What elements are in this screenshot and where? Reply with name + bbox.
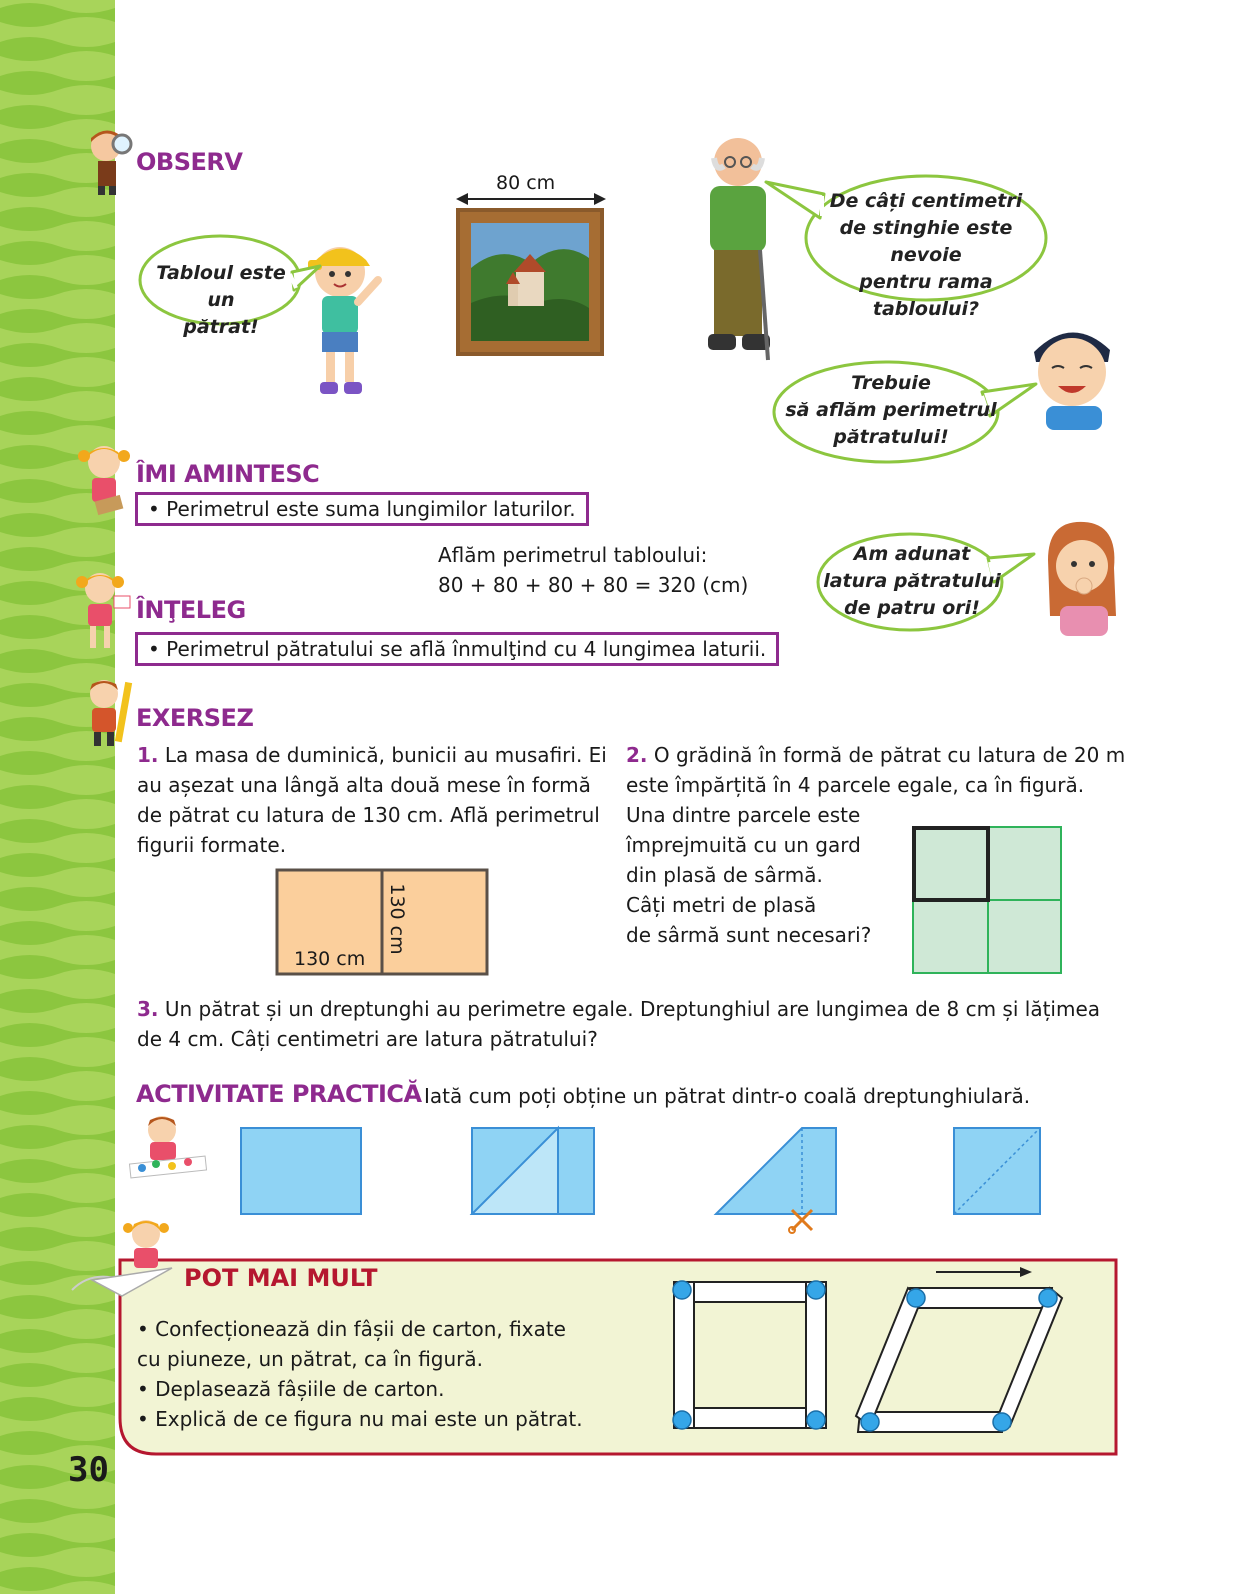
paper-plane-girl-illustration	[62, 1210, 182, 1304]
activitate-text: Iată cum poți obține un pătrat dintr-o coală dreptunghiulară.	[424, 1084, 1031, 1108]
table-bottom-label: 130 cm	[294, 948, 366, 970]
speech-bubble-square	[140, 260, 302, 341]
speech-bubble-question	[806, 188, 1046, 323]
speech-bubble-perimeter	[778, 370, 1004, 451]
castle-painting-picture	[456, 208, 604, 356]
exercise-line: este împărțită în 4 parcele egale, ca în figură.	[626, 773, 1085, 797]
exercise-line: au așezat una lângă alta două mese în formă	[137, 773, 591, 797]
exercise-line: La masa de duminică, bunicii au musafiri. Ei	[164, 743, 607, 767]
bubble-line: de patru ori!	[844, 597, 980, 619]
exercise-number: 3.	[137, 997, 159, 1021]
decorative-stripe-band	[0, 0, 115, 1594]
bubble-line: de stinghie este nevoie	[839, 217, 1013, 266]
observ-heading: OBSERV	[136, 148, 243, 176]
exercise-line: O grădină în formă de pătrat cu latura de 20 m	[653, 743, 1126, 767]
garden-plots-figure	[910, 824, 1064, 976]
cardboard-strips-figure	[664, 1266, 1068, 1446]
instruction-line: • Confecționează din fâșii de carton, fixate	[137, 1317, 566, 1341]
frame-width-label: 80 cm	[496, 172, 556, 194]
exercise-line: Câți metri de plasă	[626, 893, 817, 917]
speech-bubble-added	[820, 541, 1004, 622]
bubble-line: Am adunat	[853, 543, 971, 565]
page-number: 30	[68, 1450, 109, 1490]
exercise-line: Un pătrat și un dreptunghi au perimetre egale. Dreptunghiul are lungimea de 8 cm și lățimea	[164, 997, 1101, 1021]
pot-mai-mult-heading: POT MAI MULT	[184, 1264, 378, 1292]
exercise-1-text	[137, 740, 607, 860]
paper-folding-steps	[236, 1124, 1046, 1234]
imi-amintesc-heading: ÎMI AMINTESC	[136, 460, 320, 488]
remember-rule-box: • Perimetrul este suma lungimilor laturilor.	[135, 492, 589, 526]
frame-dimension-arrow	[456, 192, 606, 206]
exercise-line: de 4 cm. Câți centimetri are latura pătratului?	[137, 1027, 598, 1051]
bubble-line: Tabloul este un	[156, 262, 286, 311]
inteleg-heading: ÎNŢELEG	[136, 596, 246, 624]
exersez-heading: EXERSEZ	[136, 704, 254, 732]
bubble-line: latura pătratului	[823, 570, 1001, 592]
bubble-line: Trebuie	[851, 372, 931, 394]
bubble-line: tabloului?	[872, 298, 980, 320]
crafting-kid-illustration	[122, 1112, 212, 1182]
magnifier-kid-illustration	[84, 126, 134, 196]
exercise-number: 1.	[137, 743, 159, 767]
exercise-line: din plasă de sârmă.	[626, 863, 823, 887]
table-side-label: 130 cm	[386, 883, 408, 955]
bubble-line: pentru rama	[859, 271, 993, 293]
exercise-number: 2.	[626, 743, 648, 767]
understand-rule-box: • Perimetrul pătratului se află înmulţind cu 4 lungimea laturii.	[135, 632, 779, 666]
pencil-boy-illustration	[80, 676, 136, 748]
bubble-line: să aflăm perimetrul	[785, 399, 997, 421]
exercise-line: de pătrat cu latura de 130 cm. Află perimetrul	[137, 803, 600, 827]
calc-sum: 80 + 80 + 80 + 80 = 320 (cm)	[438, 573, 749, 597]
exercise-3-text	[137, 994, 1127, 1054]
exercise-line: Una dintre parcele este	[626, 803, 861, 827]
thinking-girl-illustration	[1040, 520, 1120, 636]
bubble-line: pătrat!	[183, 316, 259, 338]
reading-girl-illustration	[70, 440, 134, 520]
bubble-line: pătratului!	[833, 426, 949, 448]
bubble-line: De câți centimetri	[829, 190, 1023, 212]
instruction-line: • Explică de ce figura nu mai este un pătrat.	[137, 1407, 583, 1431]
instruction-line: cu piuneze, un pătrat, ca în figură.	[137, 1347, 483, 1371]
activitate-heading: ACTIVITATE PRACTICĂ	[136, 1080, 422, 1108]
pot-mai-mult-list	[137, 1314, 657, 1434]
instruction-line: • Deplasează fâșiile de carton.	[137, 1377, 445, 1401]
exercise-line: figurii formate.	[137, 833, 287, 857]
exercise-line: împrejmuită cu un gard	[626, 833, 861, 857]
calc-intro: Aflăm perimetrul tabloului:	[438, 543, 708, 567]
dancing-girl-illustration	[70, 568, 134, 652]
exercise-line: de sârmă sunt necesari?	[626, 923, 872, 947]
